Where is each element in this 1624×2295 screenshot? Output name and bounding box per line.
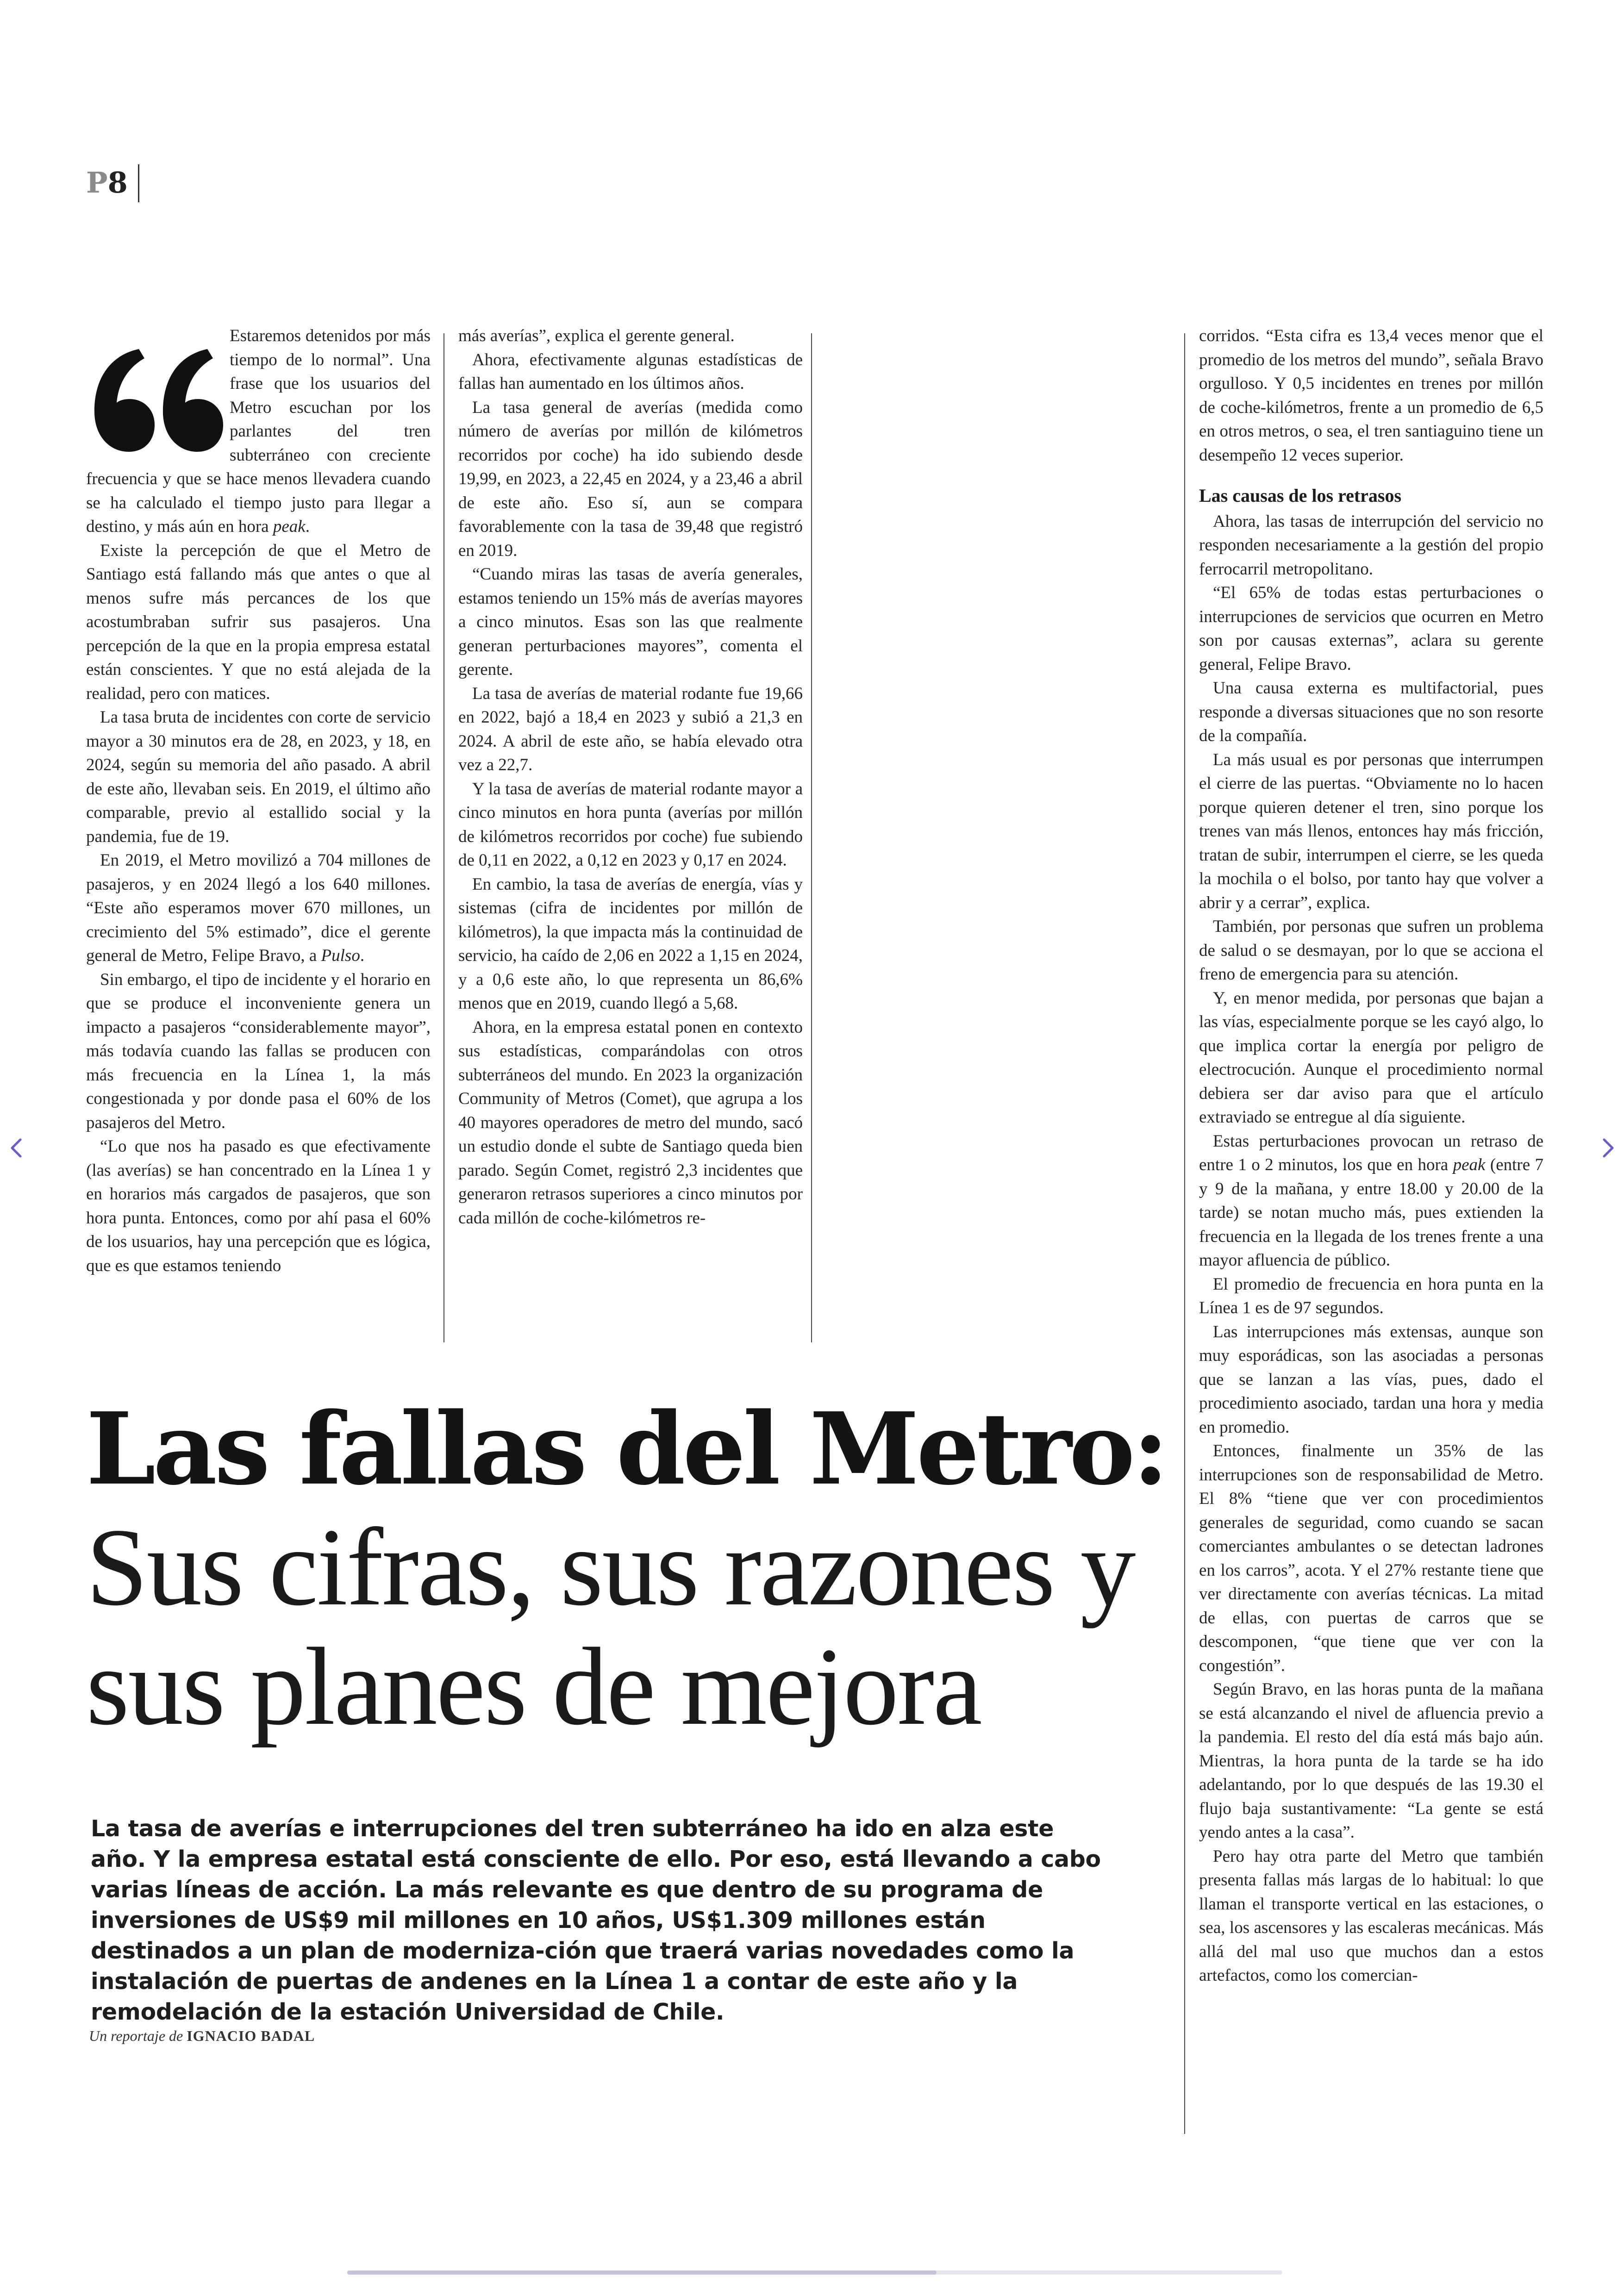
column-rule	[443, 333, 444, 1342]
opening-quote-icon	[84, 321, 223, 460]
paragraph: La más usual es por personas que interrumpen el cierre de las puertas. “Obviamente no lo hacen porque quieren detener el tren, sino porque los trenes van más llenos, entonces hay más fricción, tratan de subir, interrumpen el cierre, se les queda la mochila o el bolso, por tanto hay que volver a abrir y a cerrar”, explica.	[1199, 750, 1543, 912]
paragraph: Y, en menor medida, por personas que bajan a las vías, especialmente porque se les cayó algo, lo que implica cortar la energía por peligro de electrocución. Aunque el procedimiento normal debiera ser dar aviso para que el artículo extraviado se entregue al día siguiente.	[1199, 988, 1543, 1127]
article-column-2	[458, 324, 803, 1230]
paragraph: Ahora, las tasas de interrupción del servicio no responden necesariamente a la gestión del propio ferrocarril metropolitano.	[1199, 511, 1543, 579]
paragraph: “Lo que nos ha pasado es que efectivamente (las averías) se han concentrado en la Línea 1 y en horarios más cargados de pasajeros, que son hora punta. Entonces, como por ahí pasa el 60% de los usuarios, hay una percepción que es lógica, que es que estamos teniendo	[86, 1137, 431, 1275]
paragraph: “El 65% de todas estas perturbaciones o interrupciones de servicios que ocurren en Metro son por causas externas”, aclara su gerente general, Felipe Bravo.	[1199, 583, 1543, 674]
scroll-thumb[interactable]	[347, 2270, 937, 2275]
paragraph: Existe la percepción de que el Metro de Santiago está fallando más que antes o que al menos sufre más percances de los que acostumbraban sufrir sus pasajeros. Una percepción de la que en la propia empresa estatal están conscientes. Y que no está alejada de la realidad, pero con matices.	[86, 541, 431, 703]
paragraph: “Cuando miras las tasas de avería generales, estamos teniendo un 15% más de averías mayores a cinco minutos. Esas son las que realmente generan perturbaciones mayores”, comenta el gerente.	[458, 565, 803, 679]
paragraph: Una causa externa es multifactorial, pues responde a diversas situaciones que no son resorte de la compañía.	[1199, 679, 1543, 745]
headline: Las fallas del Metro:	[86, 1391, 1167, 1507]
paragraph: La tasa bruta de incidentes con corte de servicio mayor a 30 minutos era de 28, en 2023, y 18, en 2024, según su memoria del año pasado. A abril de este año, llevaban seis. En 2019, el último año comparable, previo al estallido social y la pandemia, fue de 19.	[86, 708, 431, 846]
page-number-value: 8	[107, 166, 128, 200]
byline-label: Un reportaje de	[89, 2027, 183, 2044]
byline	[89, 2027, 315, 2045]
paragraph: Y la tasa de averías de material rodante mayor a cinco minutos en hora punta (averías por millón de kilómetros recorridos por coche) fue subiendo de 0,11 en 2022, a 0,12 en 2023 y 0,17 en 2024.	[458, 779, 803, 870]
paragraph: En cambio, la tasa de averías de energía, vías y sistemas (cifra de incidentes por millón de kilómetros), la que impacta más la continuidad de servicio, ha caído de 2,06 en 2022 a 1,15 en 2024, y a 0,6 este año, lo que representa un 86,6% menos que en 2019, cuando llegó a 5,68.	[458, 874, 803, 1013]
paragraph: La tasa general de averías (medida como número de averías por millón de kilómetros recorridos por coche) ha ido subiendo desde 19,99, en 2023, a 22,45 en 2024, y a 23,46 a abril de este año. Eso sí, aun se compara favorablemente con la tasa de 39,48 que registró en 2019.	[458, 398, 803, 560]
paragraph: Pero hay otra parte del Metro que también presenta fallas más largas de lo habitual: lo que llaman el transporte vertical en las estaciones, o sea, los ascensores y las escaleras mecánicas. Más allá del mal uso que muchos dan a estos artefactos, como los comercian-	[1199, 1846, 1543, 1985]
paragraph: En 2019, el Metro movilizó a 704 millones de pasajeros, y en 2024 llegó a los 640 millones. “Este año esperamos mover 670 millones, un crecimiento del 5% estimado”, dice el gerente general de Metro, Felipe Bravo, a Pulso.	[86, 851, 431, 965]
article-column-1	[86, 324, 431, 1278]
paragraph: más averías”, explica el gerente general.	[458, 326, 735, 345]
chevron-left-icon	[6, 1129, 25, 1166]
paragraph: Entonces, finalmente un 35% de las interrupciones son de responsabilidad de Metro. El 8% “tiene que ver con procedimientos generales de seguridad, como cuando se sacan comerciantes ambulantes o se detectan ladrones en los carros”, acota. Y el 27% restante tiene que ver directamente con averías técnicas. La mitad de ellas, con puertas de carros que se descomponen, “que tiene que ver con la congestión”.	[1199, 1441, 1543, 1675]
previous-page-button[interactable]	[6, 1129, 25, 1166]
paragraph: Ahora, en la empresa estatal ponen en contexto sus estadísticas, comparándolas con otros subterráneos del mundo. En 2023 la organización Community of Metros (Comet), que agrupa a los 40 mayores operadores de metro del mundo, sacó un estudio donde el subte de Santiago queda bien parado. Según Comet, registró 2,3 incidentes que generaron retrasos superiores a cinco minutos por cada millón de coche-kilómetros re-	[458, 1017, 803, 1228]
paragraph: También, por personas que sufren un problema de salud o se desmayan, por lo que se acciona el freno de emergencia para su atención.	[1199, 917, 1543, 984]
section-heading: Las causas de los retrasos	[1199, 485, 1402, 506]
paragraph: El promedio de frecuencia en hora punta en la Línea 1 es de 97 segundos.	[1199, 1274, 1543, 1317]
column-rule	[1184, 333, 1185, 2134]
chevron-right-icon	[1599, 1129, 1618, 1166]
paragraph: La tasa de averías de material rodante fue 19,66 en 2022, bajó a 18,4 en 2023 y subió a 21,3 en 2024. A abril de este año, se había elevado otra vez a 22,7.	[458, 684, 803, 774]
column-rule	[811, 333, 812, 1342]
paragraph: Estaremos detenidos por más tiempo de lo normal”. Una frase que los usuarios del Metro escuchan por los parlantes del tren subterráneo con creciente frecuencia y que se hace menos llevadera cuando se ha calculado el tiempo justo para llegar a destino, y más aún en hora peak.	[86, 326, 431, 536]
next-page-button[interactable]	[1599, 1129, 1618, 1166]
page-prefix: P	[86, 166, 108, 200]
paragraph: Las interrupciones más extensas, aunque son muy esporádicas, son las asociadas a personas que se lanzan a las vías, pues, dado el procedimiento asociado, tardan una hora y media en promedio.	[1199, 1322, 1543, 1437]
paragraph: corridos. “Esta cifra es 13,4 veces menor que el promedio de los metros del mundo”, señala Bravo orgulloso. Y 0,5 incidentes en trenes por millón de coche-kilómetros, frente a un promedio de 6,5 en otros metros, o sea, el tren santiaguino tiene un desempeño 12 veces superior.	[1199, 326, 1543, 465]
page-number-divider	[138, 164, 139, 202]
subheadline-line: sus planes de mejora	[86, 1625, 981, 1748]
lead-paragraph: La tasa de averías e interrupciones del tren subterráneo ha ido en alza este año. Y la empresa estatal está consciente de ello. Por eso, está llevando a cabo varias líneas de acción. La más relevante es que dentro de su programa de inversiones de US$9 mil millones en 10 años, US$1.309 millones están destinados a un plan de moderniza-ción que traerá varias novedades como la instalación de puertas de andenes en la Línea 1 a contar de este año y la remodelación de la estación Universidad de Chile.	[91, 1815, 1101, 2025]
subheadline-line: Sus cifras, sus razones y	[86, 1505, 1135, 1628]
paragraph: Sin embargo, el tipo de incidente y el horario en que se produce el inconveniente genera un impacto a pasajeros “considerablemente mayor”, más todavía cuando las fallas se producen con más frecuencia en la Línea 1, la más congestionada y por donde pasa el 60% de los pasajeros del Metro.	[86, 970, 431, 1132]
page-number	[86, 164, 128, 201]
paragraph: Según Bravo, en las horas punta de la mañana se está alcanzando el nivel de afluencia previo a la pandemia. El resto del día está más bajo aún. Mientras, la hora punta de la tarde se ha ido adelantando, por lo que después de las 19.30 el flujo baja sustantivamente: “La gente se está yendo antes a la casa”.	[1199, 1680, 1543, 1842]
paragraph: Estas perturbaciones provocan un retraso de entre 1 o 2 minutos, los que en hora peak (entre 7 y 9 de la mañana, y entre 18.00 y 20.00 de la tarde) se notan mucho más, pues extienden la frecuencia en la llegada de los trenes frente a una mayor afluencia de público.	[1199, 1131, 1544, 1270]
byline-author: IGNACIO BADAL	[187, 2027, 315, 2044]
page-scroll-bar[interactable]	[347, 2270, 1282, 2275]
article-column-3	[1199, 324, 1543, 1988]
subheadline	[86, 1507, 1179, 1746]
paragraph: Ahora, efectivamente algunas estadísticas de fallas han aumentado en los últimos años.	[458, 350, 803, 393]
